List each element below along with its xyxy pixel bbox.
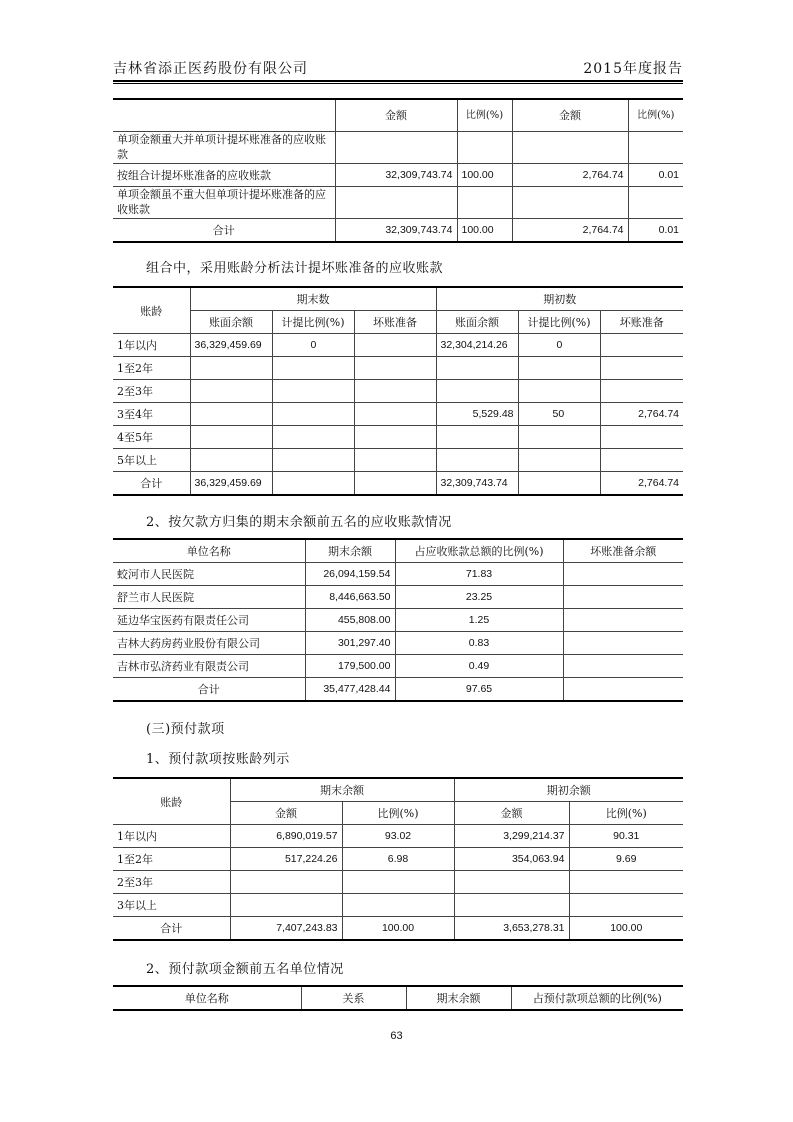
table2-row-label: 5年以上 <box>113 449 190 472</box>
table3-col: 坏账准备余额 <box>563 539 683 563</box>
table2-sub-col: 账面余额 <box>190 311 272 334</box>
table1-cell <box>457 131 512 163</box>
table4-col-end: 期末余额 <box>230 778 454 802</box>
table2-cell <box>436 449 518 472</box>
table1-cell: 0.01 <box>628 218 683 242</box>
table3-cell <box>563 563 683 586</box>
table5-col: 期末余额 <box>406 986 511 1010</box>
table2-row-label: 1至2年 <box>113 357 190 380</box>
table3-cell <box>563 632 683 655</box>
table1-row-label: 按组合计提坏账准备的应收账款 <box>113 163 335 186</box>
table3-cell: 0.49 <box>395 655 563 678</box>
table4-sub-col: 比例(%) <box>569 802 683 825</box>
receivables-category-table <box>113 98 683 243</box>
table2-cell <box>518 380 600 403</box>
header-rule-thin <box>113 83 683 84</box>
table2-row-label: 4至5年 <box>113 426 190 449</box>
table1-total-label: 合计 <box>113 218 335 242</box>
table4-cell <box>342 871 454 894</box>
table4-cell: 9.69 <box>569 848 683 871</box>
table4-cell: 93.02 <box>342 825 454 848</box>
table3-name: 吉林市弘济药业有限责公司 <box>113 655 305 678</box>
table4-cell: 354,063.94 <box>454 848 569 871</box>
section-heading-prepayments: (三)预付款项 <box>146 722 225 737</box>
company-name: 吉林省添正医药股份有限公司 <box>113 61 308 77</box>
table2-cell <box>600 334 683 357</box>
table4-cell: 100.00 <box>569 917 683 941</box>
section-heading-prepay-top5: 2、预付款项金额前五名单位情况 <box>146 962 344 977</box>
table-row <box>113 334 683 357</box>
table2-sub-col: 账面余额 <box>436 311 518 334</box>
table-row <box>113 357 683 380</box>
table3-cell: 97.65 <box>395 678 563 702</box>
table2-cell <box>272 426 354 449</box>
table2-cell <box>436 426 518 449</box>
table5-col: 关系 <box>301 986 406 1010</box>
table5-col: 单位名称 <box>113 986 301 1010</box>
page-header <box>113 58 683 80</box>
table2-cell <box>354 357 436 380</box>
table4-sub-col: 金额 <box>454 802 569 825</box>
prepayment-aging-table <box>113 777 683 941</box>
table4-cell <box>230 894 342 917</box>
aging-analysis-table <box>113 286 683 496</box>
table3-cell: 455,808.00 <box>305 609 395 632</box>
table4-cell: 3,653,278.31 <box>454 917 569 941</box>
table2-cell <box>600 357 683 380</box>
table4-row-label: 3年以上 <box>113 894 230 917</box>
table4-cell: 100.00 <box>342 917 454 941</box>
table2-cell <box>354 380 436 403</box>
table2-cell: 32,309,743.74 <box>436 472 518 496</box>
table4-sub-col: 金额 <box>230 802 342 825</box>
table1-col-amount: 金额 <box>335 99 457 131</box>
table3-cell: 1.25 <box>395 609 563 632</box>
table1-cell <box>512 131 628 163</box>
table-row <box>113 825 683 848</box>
table2-cell <box>272 380 354 403</box>
table-row <box>113 609 683 632</box>
table4-cell <box>454 894 569 917</box>
table4-sub-col: 比例(%) <box>342 802 454 825</box>
table4-cell <box>454 871 569 894</box>
table-row <box>113 563 683 586</box>
table-row <box>113 163 683 186</box>
table1-header-blank <box>113 99 335 131</box>
table-row <box>113 426 683 449</box>
table2-cell <box>436 380 518 403</box>
table2-cell <box>518 357 600 380</box>
table4-cell: 7,407,243.83 <box>230 917 342 941</box>
table2-cell <box>518 472 600 496</box>
table1-cell: 100.00 <box>457 163 512 186</box>
table2-row-label: 3至4年 <box>113 403 190 426</box>
header-rule <box>113 80 683 82</box>
table-row <box>113 917 683 941</box>
table4-cell: 517,224.26 <box>230 848 342 871</box>
section-heading-prepay-aging: 1、预付款项按账龄列示 <box>146 752 290 767</box>
table2-cell <box>600 449 683 472</box>
table2-row-label: 1年以内 <box>113 334 190 357</box>
table3-name: 延边华宝医药有限责任公司 <box>113 609 305 632</box>
table2-cell <box>272 449 354 472</box>
table3-cell: 71.83 <box>395 563 563 586</box>
table-row <box>113 403 683 426</box>
table4-row-label: 1至2年 <box>113 848 230 871</box>
table2-cell <box>272 472 354 496</box>
table3-cell <box>563 678 683 702</box>
table1-cell: 32,309,743.74 <box>335 218 457 242</box>
table3-cell: 26,094,159.54 <box>305 563 395 586</box>
table3-cell: 8,446,663.50 <box>305 586 395 609</box>
table4-row-label: 1年以内 <box>113 825 230 848</box>
table4-cell <box>230 871 342 894</box>
table2-cell <box>518 449 600 472</box>
table2-cell <box>272 357 354 380</box>
table4-col-age: 账龄 <box>113 778 230 825</box>
table1-cell: 100.00 <box>457 218 512 242</box>
table2-cell <box>190 357 272 380</box>
table2-cell <box>436 357 518 380</box>
table2-cell <box>272 403 354 426</box>
table3-cell: 35,477,428.44 <box>305 678 395 702</box>
table1-cell <box>512 186 628 218</box>
table3-cell: 179,500.00 <box>305 655 395 678</box>
table2-cell <box>354 472 436 496</box>
table1-cell: 32,309,743.74 <box>335 163 457 186</box>
table-row <box>113 186 683 218</box>
table-row <box>113 848 683 871</box>
table2-cell <box>354 426 436 449</box>
table2-cell <box>354 334 436 357</box>
table-row <box>113 871 683 894</box>
table-row <box>113 218 683 242</box>
table2-cell: 0 <box>518 334 600 357</box>
table4-cell: 6,890,019.57 <box>230 825 342 848</box>
table2-sub-col: 计提比例(%) <box>272 311 354 334</box>
table2-cell <box>518 426 600 449</box>
table1-row-label: 单项金额虽不重大但单项计提坏账准备的应收账款 <box>113 186 335 218</box>
table1-col-ratio: 比例(%) <box>457 99 512 131</box>
table4-total-label: 合计 <box>113 917 230 941</box>
table2-total-label: 合计 <box>113 472 190 496</box>
table2-cell <box>190 426 272 449</box>
table-row <box>113 655 683 678</box>
table-row <box>113 632 683 655</box>
table1-cell <box>457 186 512 218</box>
table-row <box>113 131 683 163</box>
table2-col-age: 账龄 <box>113 287 190 334</box>
table2-cell: 36,329,459.69 <box>190 334 272 357</box>
table2-row-label: 2至3年 <box>113 380 190 403</box>
table1-cell <box>335 186 457 218</box>
table1-cell <box>628 186 683 218</box>
table2-col-begin: 期初数 <box>436 287 683 311</box>
table2-col-end: 期末数 <box>190 287 436 311</box>
table2-cell: 32,304,214.26 <box>436 334 518 357</box>
table2-cell <box>190 403 272 426</box>
section-heading-aging: 组合中，采用账龄分析法计提坏账准备的应收账款 <box>146 261 444 276</box>
section-heading-top5: 2、按欠款方归集的期末余额前五名的应收账款情况 <box>146 515 452 530</box>
table3-col: 占应收账款总额的比例(%) <box>395 539 563 563</box>
top5-prepayment-table <box>113 985 683 1011</box>
table4-cell: 6.98 <box>342 848 454 871</box>
table1-cell: 2,764.74 <box>512 218 628 242</box>
table3-cell <box>563 655 683 678</box>
table2-cell: 2,764.74 <box>600 403 683 426</box>
table2-sub-col: 坏账准备 <box>354 311 436 334</box>
table-row <box>113 449 683 472</box>
table3-cell: 23.25 <box>395 586 563 609</box>
table-row <box>113 472 683 496</box>
table2-sub-col: 坏账准备 <box>600 311 683 334</box>
table1-cell: 2,764.74 <box>512 163 628 186</box>
table3-cell: 0.83 <box>395 632 563 655</box>
table2-cell <box>354 403 436 426</box>
table-row <box>113 894 683 917</box>
table2-cell <box>190 380 272 403</box>
table3-name: 蛟河市人民医院 <box>113 563 305 586</box>
table4-col-begin: 期初余额 <box>454 778 683 802</box>
table2-cell: 50 <box>518 403 600 426</box>
table1-row-label: 单项金额重大并单项计提坏账准备的应收账款 <box>113 131 335 163</box>
table4-row-label: 2至3年 <box>113 871 230 894</box>
table3-col: 单位名称 <box>113 539 305 563</box>
table-row <box>113 586 683 609</box>
table1-cell <box>335 131 457 163</box>
table3-name: 吉林大药房药业股份有限公司 <box>113 632 305 655</box>
table4-cell <box>342 894 454 917</box>
table4-cell: 3,299,214.37 <box>454 825 569 848</box>
table2-cell <box>190 449 272 472</box>
table2-cell: 36,329,459.69 <box>190 472 272 496</box>
table3-col: 期末余额 <box>305 539 395 563</box>
table3-total-label: 合计 <box>113 678 305 702</box>
table4-cell <box>569 894 683 917</box>
table-row <box>113 380 683 403</box>
table4-cell <box>569 871 683 894</box>
table2-cell <box>354 449 436 472</box>
table3-cell <box>563 586 683 609</box>
table1-cell: 0.01 <box>628 163 683 186</box>
table3-name: 舒兰市人民医院 <box>113 586 305 609</box>
table1-cell <box>628 131 683 163</box>
table2-cell <box>600 380 683 403</box>
table2-sub-col: 计提比例(%) <box>518 311 600 334</box>
table2-cell <box>600 426 683 449</box>
top5-receivables-table <box>113 538 683 702</box>
table1-col-amount2: 金额 <box>512 99 628 131</box>
table-row <box>113 678 683 702</box>
table5-col: 占预付款项总额的比例(%) <box>511 986 683 1010</box>
page-number: 63 <box>390 1030 403 1042</box>
table3-cell <box>563 609 683 632</box>
table4-cell: 90.31 <box>569 825 683 848</box>
report-title: 2015年度报告 <box>583 61 683 77</box>
table2-cell: 2,764.74 <box>600 472 683 496</box>
table3-cell: 301,297.40 <box>305 632 395 655</box>
table2-cell: 5,529.48 <box>436 403 518 426</box>
table1-col-ratio2: 比例(%) <box>628 99 683 131</box>
table2-cell: 0 <box>272 334 354 357</box>
